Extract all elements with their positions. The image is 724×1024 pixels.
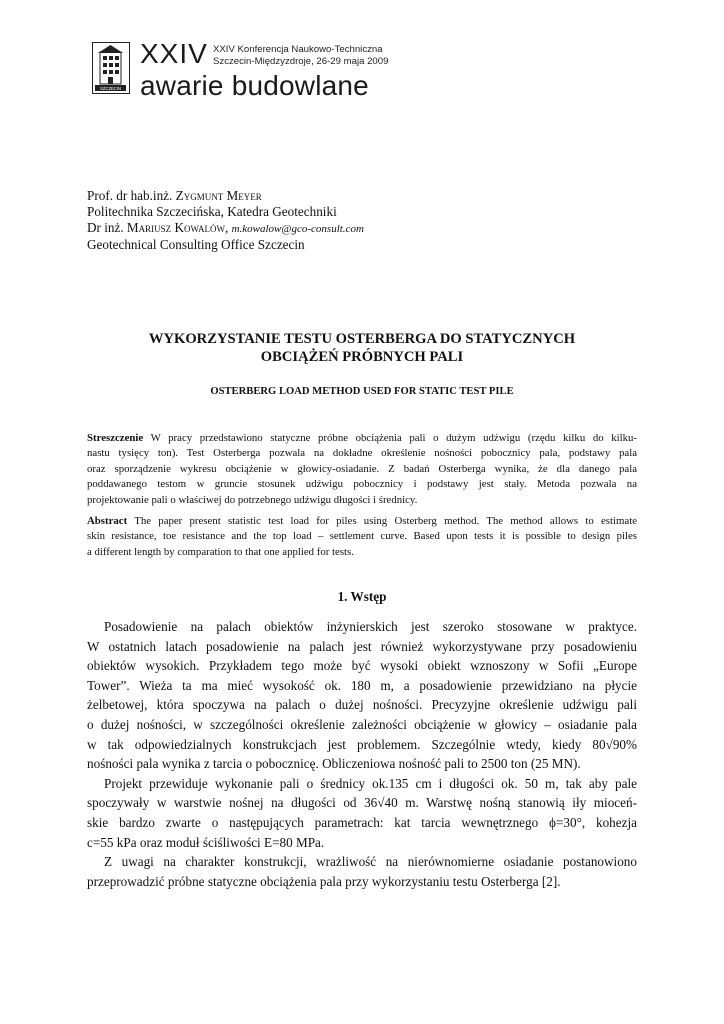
conference-brand: [140, 70, 369, 102]
section-heading: 1. Wstęp: [337, 589, 387, 604]
paragraph-line: skie bardzo zwarte o następujących parametrach: kat tarcia wewnętrznego ϕ=30°, kohezja: [87, 814, 637, 830]
abstract-line: Abstract The paper present statistic test load for piles using Osterberg method. The method allows to estimate: [87, 515, 637, 527]
author-affiliation: Geotechnical Consulting Office Szczecin: [87, 237, 305, 252]
paragraph-line: W ostatnich latach posadowienie na palach jest również wykorzystywane przy posadowieniu: [87, 638, 637, 654]
paper-subtitle-english: OSTERBERG LOAD METHOD USED FOR STATIC TEST PILE: [210, 386, 514, 397]
conference-place-date: Szczecin-Międzyzdroje, 26-29 maja 2009: [213, 56, 389, 67]
abstract-line: nastu tysięcy ton). Test Osterberga pozwala na dokładne określenie nośności pobocznicy pala, podstawy pala: [87, 447, 637, 460]
abstract-line: oraz sporządzenie wykresu obciążenie w głowicy-osiadanie. Z badań Osterberga wynika, że dla danego pala: [87, 462, 637, 475]
paragraph-line: żelbetowej, która spoczywa na palach o dużej nośności. Precyzyjne określenie udźwigu pali: [87, 697, 637, 713]
logo-caption: SZCZECIN: [100, 86, 121, 91]
brand-word-2: budowlane: [231, 70, 369, 101]
author-email[interactable]: m.kowalow@gco-consult.com: [231, 223, 364, 235]
paragraph-line: w tak odpowiedzialnych konstrukcjach jest problemem. Szczególnie wtedy, kiedy 80√90%: [87, 736, 637, 752]
abstract-label: Streszczenie: [87, 432, 144, 444]
paragraph-line: obiektów wysokich. Przykładem tego może być wysoki obiekt wznoszony w Sofii „Europe: [87, 658, 637, 674]
author-name: Zygmunt Meyer: [175, 188, 262, 203]
paragraph-line: nośności pala wynika z tarcia o pobocznicę. Obliczeniowa nośność pali to 2500 ton (25 MN).: [87, 756, 581, 772]
paragraph-line: c=55 kPa oraz moduł ściśliwości E=80 MPa.: [87, 834, 325, 850]
abstract-line: skin resistance, toe resistance and the top load – settlement curve. Based upon tests it is possible to design piles: [87, 530, 637, 543]
abstract-english: [87, 514, 637, 560]
author-line: Dr inż. Mariusz Kowalów, m.kowalow@gco-consult.com: [87, 220, 364, 235]
abstract-polish: [87, 431, 637, 508]
paragraph-line: spoczywały w warstwie nośnej na długości od 36√40 m. Warstwę nośną stanowią iły mioceń-: [87, 795, 637, 811]
abstract-line: poddawanego testom w gruncie stosunek udźwigu pobocznicy i podstawy jest stały. Metoda pozwala na: [87, 478, 637, 491]
abstract-line: a different length by comparation to that one applied for tests.: [87, 545, 354, 558]
paragraph-line: o dużej nośności, w szczególności określenie zależności obciążenie w głowicy – osiadanie pala: [87, 716, 637, 732]
paragraph-line: Posadowienie na palach obiektów inżynierskich jest szeroko stosowane w praktyce.: [104, 619, 637, 634]
conference-name: XXIV Konferencja Naukowo-Techniczna: [213, 44, 383, 55]
abstract-line: Streszczenie W pracy przedstawiono statyczne próbne obciążenia pali o dużym udźwigu (rzędu kilku do kilku-: [87, 432, 637, 444]
paragraph-line: przeprowadzić próbne statyczne obciążenia pala przy wykorzystaniu testu Osterberga [2].: [87, 873, 561, 889]
brand-word-1: awarie: [140, 70, 224, 101]
conference-number: XXIV: [140, 38, 208, 69]
paragraph-line: Z uwagi na charakter konstrukcji, wrażliwość na nierównomierne osiadanie postanowiono: [104, 854, 637, 870]
paragraph-line: Tower”. Wieża ta ma mieć wysokość ok. 180 m, a posadowienie przewidziano na płycie: [87, 677, 637, 693]
abstract-line: projektowanie pali o właściwej do potrzebnego udźwigu długości i średnicy.: [87, 493, 418, 506]
paper-title: WYKORZYSTANIE TESTU OSTERBERGA DO STATYCZNYCH OBCIĄŻEŃ PRÓBNYCH PALI: [148, 331, 576, 365]
section-body: [87, 617, 637, 891]
author-affiliation: Politechnika Szczecińska, Katedra Geotechniki: [87, 204, 337, 219]
abstract-label: Abstract: [87, 515, 128, 527]
paragraph-line: Projekt przewiduje wykonanie pali o średnicy ok.135 cm i długości ok. 50 m, tak aby pale: [104, 775, 637, 791]
conference-header: [92, 38, 432, 112]
building-logo-icon: [92, 42, 130, 94]
author-block: [87, 188, 364, 253]
author-name: Mariusz Kowalów: [126, 220, 225, 235]
author-line: Prof. dr hab.inż. Zygmunt Meyer: [87, 188, 262, 203]
